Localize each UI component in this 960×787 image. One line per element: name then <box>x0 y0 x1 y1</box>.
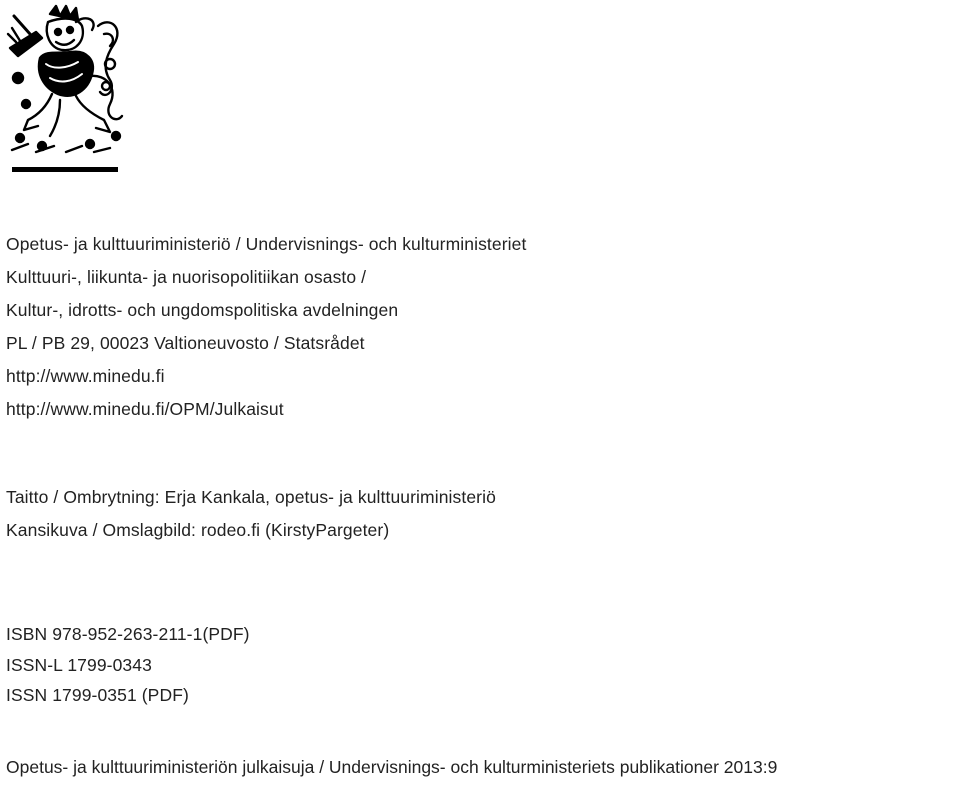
department-name-fi: Kulttuuri-, liikunta- ja nuorisopolitiikan osasto / <box>6 267 367 287</box>
emblem-underline-rule <box>12 167 118 172</box>
isbn-number: ISBN 978-952-263-211-1(PDF) <box>6 624 250 644</box>
layout-credit: Taitto / Ombrytning: Erja Kankala, opetus- ja kulttuuriministeriö <box>6 487 496 507</box>
ministry-name: Opetus- ja kulttuuriministeriö / Undervisnings- och kulturministeriet <box>6 234 527 254</box>
website-link[interactable]: http://www.minedu.fi <box>6 366 165 386</box>
issn-l-number: ISSN-L 1799-0343 <box>6 655 152 675</box>
department-name-sv: Kultur-, idrotts- och ungdomspolitiska avdelningen <box>6 300 399 320</box>
issn-number: ISSN 1799-0351 (PDF) <box>6 685 189 705</box>
publication-series-footer: Opetus- ja kulttuuriministeriön julkaisuja / Undervisnings- och kulturministeriets publikationer 2013:9 <box>6 757 778 777</box>
finnish-coat-of-arms-lion-icon <box>6 4 128 154</box>
postal-address: PL / PB 29, 00023 Valtioneuvosto / Statsrådet <box>6 333 365 353</box>
publications-link[interactable]: http://www.minedu.fi/OPM/Julkaisut <box>6 399 284 419</box>
cover-image-credit: Kansikuva / Omslagbild: rodeo.fi (KirstyPargeter) <box>6 520 390 540</box>
